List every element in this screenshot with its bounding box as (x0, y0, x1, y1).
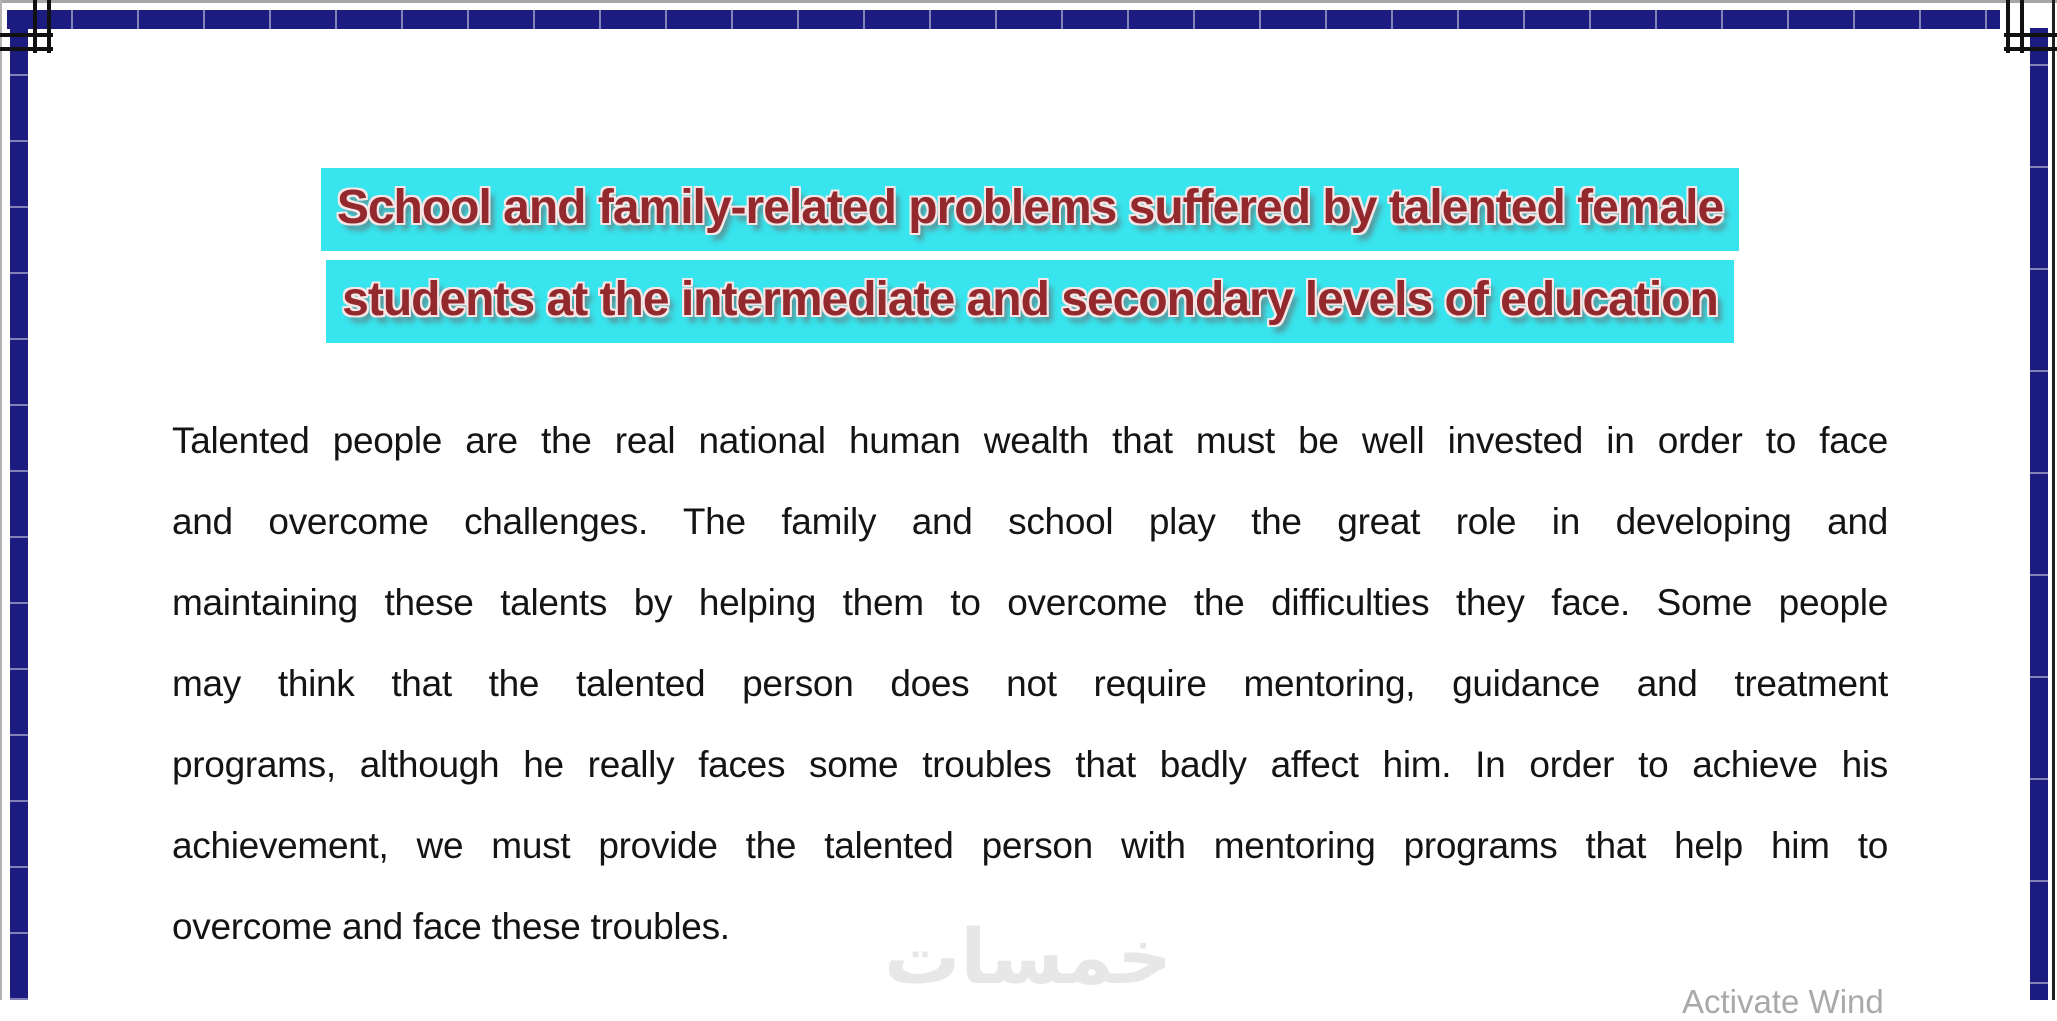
title-line-1: School and family-related problems suffered by talented female (321, 168, 1739, 251)
title-line-2: students at the intermediate and secondary levels of education (326, 260, 1734, 343)
ornament-line (2004, 47, 2057, 51)
paragraph-line: and overcome challenges. The family and school play the great role in developing and (172, 501, 1888, 542)
paragraph-line: programs, although he really faces some troubles that badly affect him. In order to achieve his (172, 744, 1888, 785)
ornament-line (2020, 0, 2024, 53)
page-border-right-bar (2030, 28, 2048, 1000)
paragraph-line: may think that the talented person does not require mentoring, guidance and treatment (172, 663, 1888, 704)
corner-ornament-top-left (33, 0, 37, 53)
ornament-line (2004, 33, 2057, 37)
document-paragraph (172, 400, 1888, 967)
page-border-left-bar (10, 10, 28, 1000)
page-edge-line-right (2052, 0, 2055, 1000)
paragraph-line: maintaining these talents by helping them to overcome the difficulties they face. Some people (172, 582, 1888, 623)
page-title (172, 168, 1888, 352)
activate-windows-watermark: Activate Wind (1682, 983, 1884, 1020)
paragraph-line: overcome and face these troubles. (172, 906, 730, 947)
ornament-line (47, 0, 51, 53)
khamsat-watermark: خمسات (884, 912, 1172, 1001)
page-edge-line-top (0, 0, 2057, 3)
page-border-top-bar (7, 10, 2000, 29)
paragraph-line: achievement, we must provide the talented person with mentoring programs that help him to (172, 825, 1888, 866)
ornament-line (0, 47, 53, 51)
page-edge-line-left (0, 0, 2, 1000)
paragraph-line: Talented people are the real national human wealth that must be well invested in order to face (172, 420, 1888, 461)
ornament-line (0, 33, 53, 37)
corner-ornament-top-right (2006, 0, 2010, 53)
